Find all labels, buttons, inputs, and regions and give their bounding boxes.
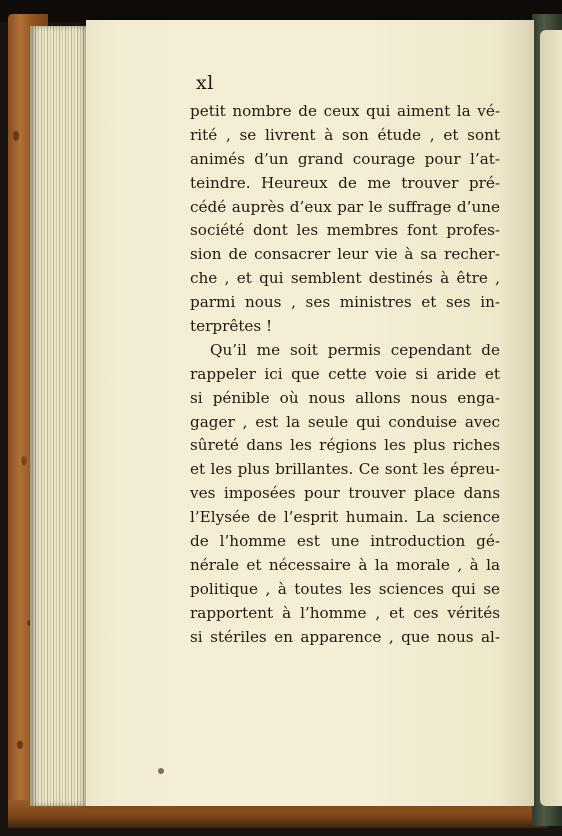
text-line: sion de consacrer leur vie à sa recher- xyxy=(190,245,500,264)
text-line: petit nombre de ceux qui aiment la vé- xyxy=(190,102,500,120)
text-line: politique , à toutes les sciences qui se xyxy=(190,579,500,598)
background-top xyxy=(0,0,562,22)
text-line: rappeler ici que cette voie si aride et xyxy=(190,364,500,383)
text-line: parmi nous , ses ministres et ses in- xyxy=(190,293,500,312)
text-line: cédé auprès d’eux par le suffrage d’une xyxy=(190,197,500,216)
text-line: si pénible où nous allons nous enga- xyxy=(190,388,500,407)
text-line: ves imposées pour trouver place dans xyxy=(190,484,500,503)
page-number: xl xyxy=(196,72,214,94)
text-line: et les plus brillantes. Ce sont les épreu- xyxy=(190,460,500,479)
page-text xyxy=(190,100,500,649)
text-line: che , et qui semblent destinés à être , xyxy=(190,269,500,288)
text-line: teindre. Heureux de me trouver pré- xyxy=(190,173,500,192)
text-line: animés d’un grand courage pour l’at- xyxy=(190,149,500,168)
text-line: de l’homme est une introduction gé- xyxy=(190,532,500,551)
facing-page-edge xyxy=(540,30,562,806)
text-line: rapportent à l’homme , et ces vérités xyxy=(190,603,500,622)
text-line: nérale et nécessaire à la morale , à la xyxy=(190,555,500,574)
text-line: société dont les membres font profes- xyxy=(190,221,500,240)
text-line: rité , se livrent à son étude , et sont xyxy=(190,125,500,144)
text-line: gager , est la seule qui conduise avec xyxy=(190,412,500,431)
text-line: l’Elysée de l’esprit humain. La science xyxy=(190,508,500,527)
ink-smudge xyxy=(158,768,164,774)
text-line: Qu’il me soit permis cependant de xyxy=(210,340,500,359)
text-line: sûreté dans les régions les plus riches xyxy=(190,436,500,455)
text-line: si stériles en apparence , que nous al- xyxy=(190,627,500,646)
text-line: terprêtes ! xyxy=(190,317,273,336)
page-edges xyxy=(30,26,90,806)
